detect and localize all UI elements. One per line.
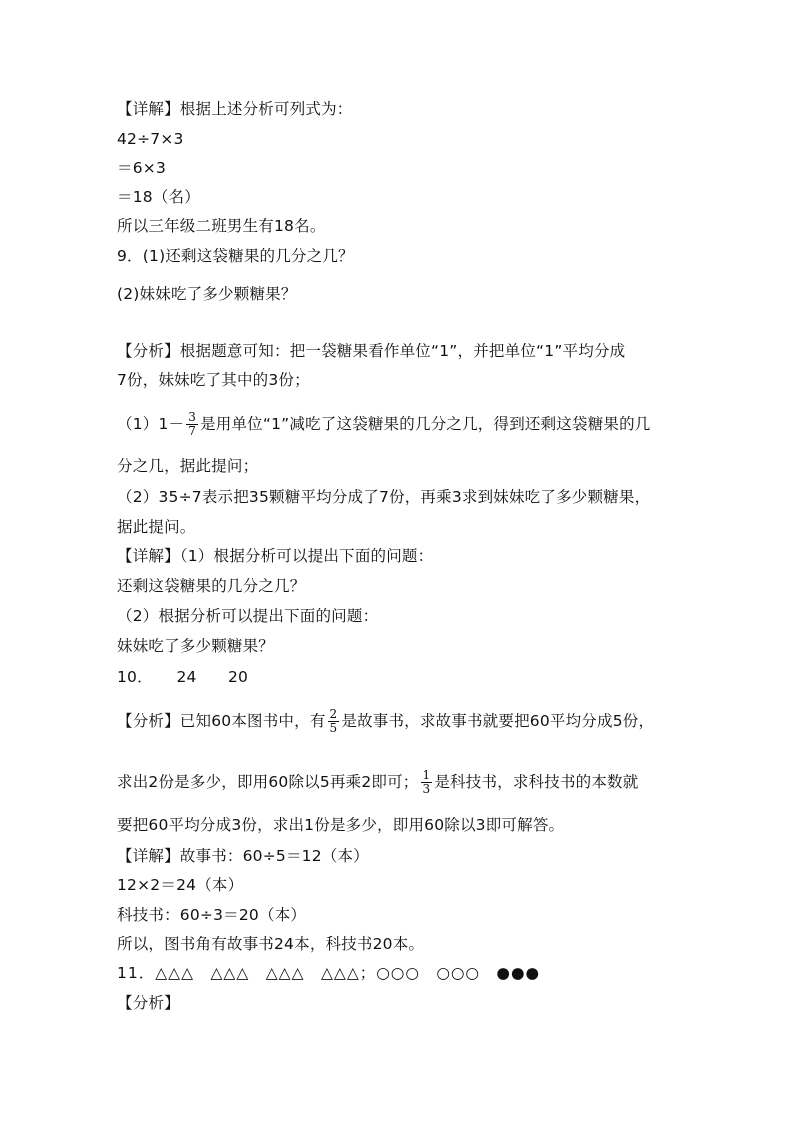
- equation-line: ＝18（名）: [117, 188, 200, 206]
- text-line: 所以，图书角有故事书24本，科技书20本。: [117, 935, 425, 953]
- fraction-line: [117, 769, 638, 796]
- fraction-one-third: [421, 769, 433, 796]
- fraction-denominator: 3: [422, 782, 431, 796]
- solution-heading: 【详解】故事书：60÷5＝12（本）: [117, 847, 369, 865]
- fraction-denominator: 5: [329, 721, 338, 735]
- text-line: 妹妹吃了多少颗糖果？: [117, 637, 275, 655]
- text-segment: 是科技书，求科技书的本数就: [434, 773, 639, 791]
- text-line: 7份，妹妹吃了其中的3份；: [117, 371, 310, 389]
- question-10-line: 10． 24 20: [117, 668, 249, 686]
- fraction-line: [117, 411, 651, 438]
- solution-heading: 【详解】（1）根据分析可以提出下面的问题：: [117, 547, 434, 565]
- text-segment: 【分析】已知60本图书中，有: [117, 712, 326, 730]
- analysis-line: 【分析】根据题意可知：把一袋糖果看作单位“1”，并把单位“1”平均分成: [117, 342, 626, 360]
- question-11-line: 11．△△△ △△△ △△△ △△△；○○○ ○○○ ●●●: [117, 964, 540, 982]
- text-segment: 是故事书，求故事书就要把60平均分成5份，: [341, 712, 655, 730]
- fraction-numerator: 1: [422, 768, 431, 782]
- text-line: 所以三年级二班男生有18名。: [117, 217, 326, 235]
- question-9-line: 9．(1)还剩这袋糖果的几分之几？: [117, 247, 354, 265]
- equation-line: 12×2＝24（本）: [117, 876, 244, 894]
- fraction-numerator: 3: [188, 410, 197, 424]
- fraction-three-sevenths: [186, 411, 198, 438]
- equation-line: ＝6×3: [117, 159, 167, 177]
- fraction-two-fifths: [328, 708, 340, 735]
- fraction-denominator: 7: [188, 424, 197, 438]
- text-line: 据此提问。: [117, 518, 196, 536]
- analysis-heading: 【分析】: [117, 994, 180, 1012]
- equation-line: 科技书：60÷3＝20（本）: [117, 906, 307, 924]
- text-segment: 是用单位“1”减吃了这袋糖果的几分之几，得到还剩这袋糖果的几: [200, 415, 651, 433]
- fraction-numerator: 2: [329, 707, 338, 721]
- equation-line: 42÷7×3: [117, 130, 184, 148]
- text-line: (2)妹妹吃了多少颗糖果？: [117, 285, 297, 303]
- text-segment: （1）1－: [117, 415, 185, 433]
- text-line: （2）35÷7表示把35颗糖平均分成了7份，再乘3求到妹妹吃了多少颗糖果，: [117, 488, 651, 506]
- text-line: 分之几，据此提问；: [117, 457, 259, 475]
- text-segment: 求出2份是多少，即用60除以5再乘2即可；: [117, 773, 419, 791]
- solution-heading: 【详解】根据上述分析可列式为：: [117, 100, 353, 118]
- text-line: （2）根据分析可以提出下面的问题：: [117, 607, 379, 625]
- text-line: 还剩这袋糖果的几分之几？: [117, 577, 306, 595]
- fraction-line: [117, 708, 654, 735]
- text-line: 要把60平均分成3份，求出1份是多少，即用60除以3即可解答。: [117, 816, 565, 834]
